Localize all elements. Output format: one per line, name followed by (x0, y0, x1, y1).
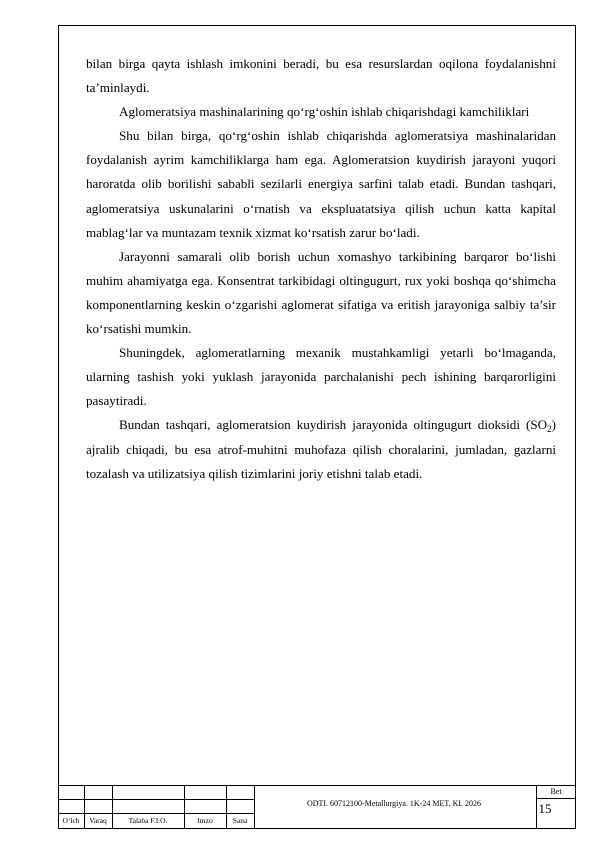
section-heading: Aglomeratsiya mashinalarining qo‘rg‘oshin ishlab chiqarishdagi kamchiliklari (119, 104, 530, 120)
paragraph: Shu bilan birga, qo‘rg‘oshin ishlab chiqarishda aglomeratsiya mashinalaridan foydalanish ayrim kamchiliklarga ham ega. Aglomeratsion kuydirish jarayoni yuqori haroratda olib borilishi sababli sezilarli energiya sarfini talab etadi. Bundan tashqari, aglomeratsiya uskunalarini o‘rnatish va ekspluatatsiya qilish uchun katta kapital mablag‘lar va muntazam texnik xizmat ko‘rsatish zarur bo‘ladi. (86, 128, 556, 240)
paragraph-part: Bundan tashqari, aglomeratsion kuydirish jarayonida oltingugurt dioksidi (SO (119, 417, 548, 433)
page-number: 15 (538, 801, 552, 816)
title-block (58, 785, 576, 829)
col-talaba-label: Talaba F.I.O. (128, 816, 168, 825)
col-imzo-label: Imzo (197, 816, 213, 825)
bet-label: Bet (550, 787, 562, 796)
col-varaq-label: Varaq (89, 816, 107, 825)
paragraph-part: ) ajralib chiqadi, bu esa atrof-muhitni muhofaza qilish choralarini, jumladan, gazlarni tozalash va utilizatsiya qilish tizimlarini joriy etishni talab etadi. (86, 417, 556, 481)
col-olch-label: O‘lch (62, 816, 80, 825)
col-sana-label: Sana (232, 816, 248, 825)
title-block-line (58, 799, 254, 800)
title-block-line (58, 813, 254, 814)
paragraph: Jarayonni samarali olib borish uchun xomashyo tarkibining barqaror bo‘lishi muhim ahamiyatga ega. Konsentrat tarkibidagi oltingugurt, rux yoki boshqa qo‘shimcha komponentlarning keskin o‘zgarishi aglomerat sifatiga va eritish jarayoniga salbiy ta’sir ko‘rsatishi mumkin. (86, 248, 556, 337)
paragraph: bilan birga qayta ishlash imkonini beradi, bu esa resurslardan oqilona foydalanishni ta’minlaydi. (86, 56, 556, 96)
title-block-line (58, 785, 576, 786)
document-code: ODTI. 60712100-Metallurgiya. 1K-24 MET. KI. 2026 (306, 799, 482, 808)
title-block-line (536, 798, 576, 799)
paragraph (86, 413, 556, 485)
body-text (86, 52, 556, 486)
subscript: 2 (547, 424, 552, 435)
paragraph: Shuningdek, aglomeratlarning mexanik mustahkamligi yetarli bo‘lmaganda, ularning tashish yoki yuklash jarayonida parchalanishi pech ishining barqarorligini pasaytiradi. (86, 345, 556, 409)
